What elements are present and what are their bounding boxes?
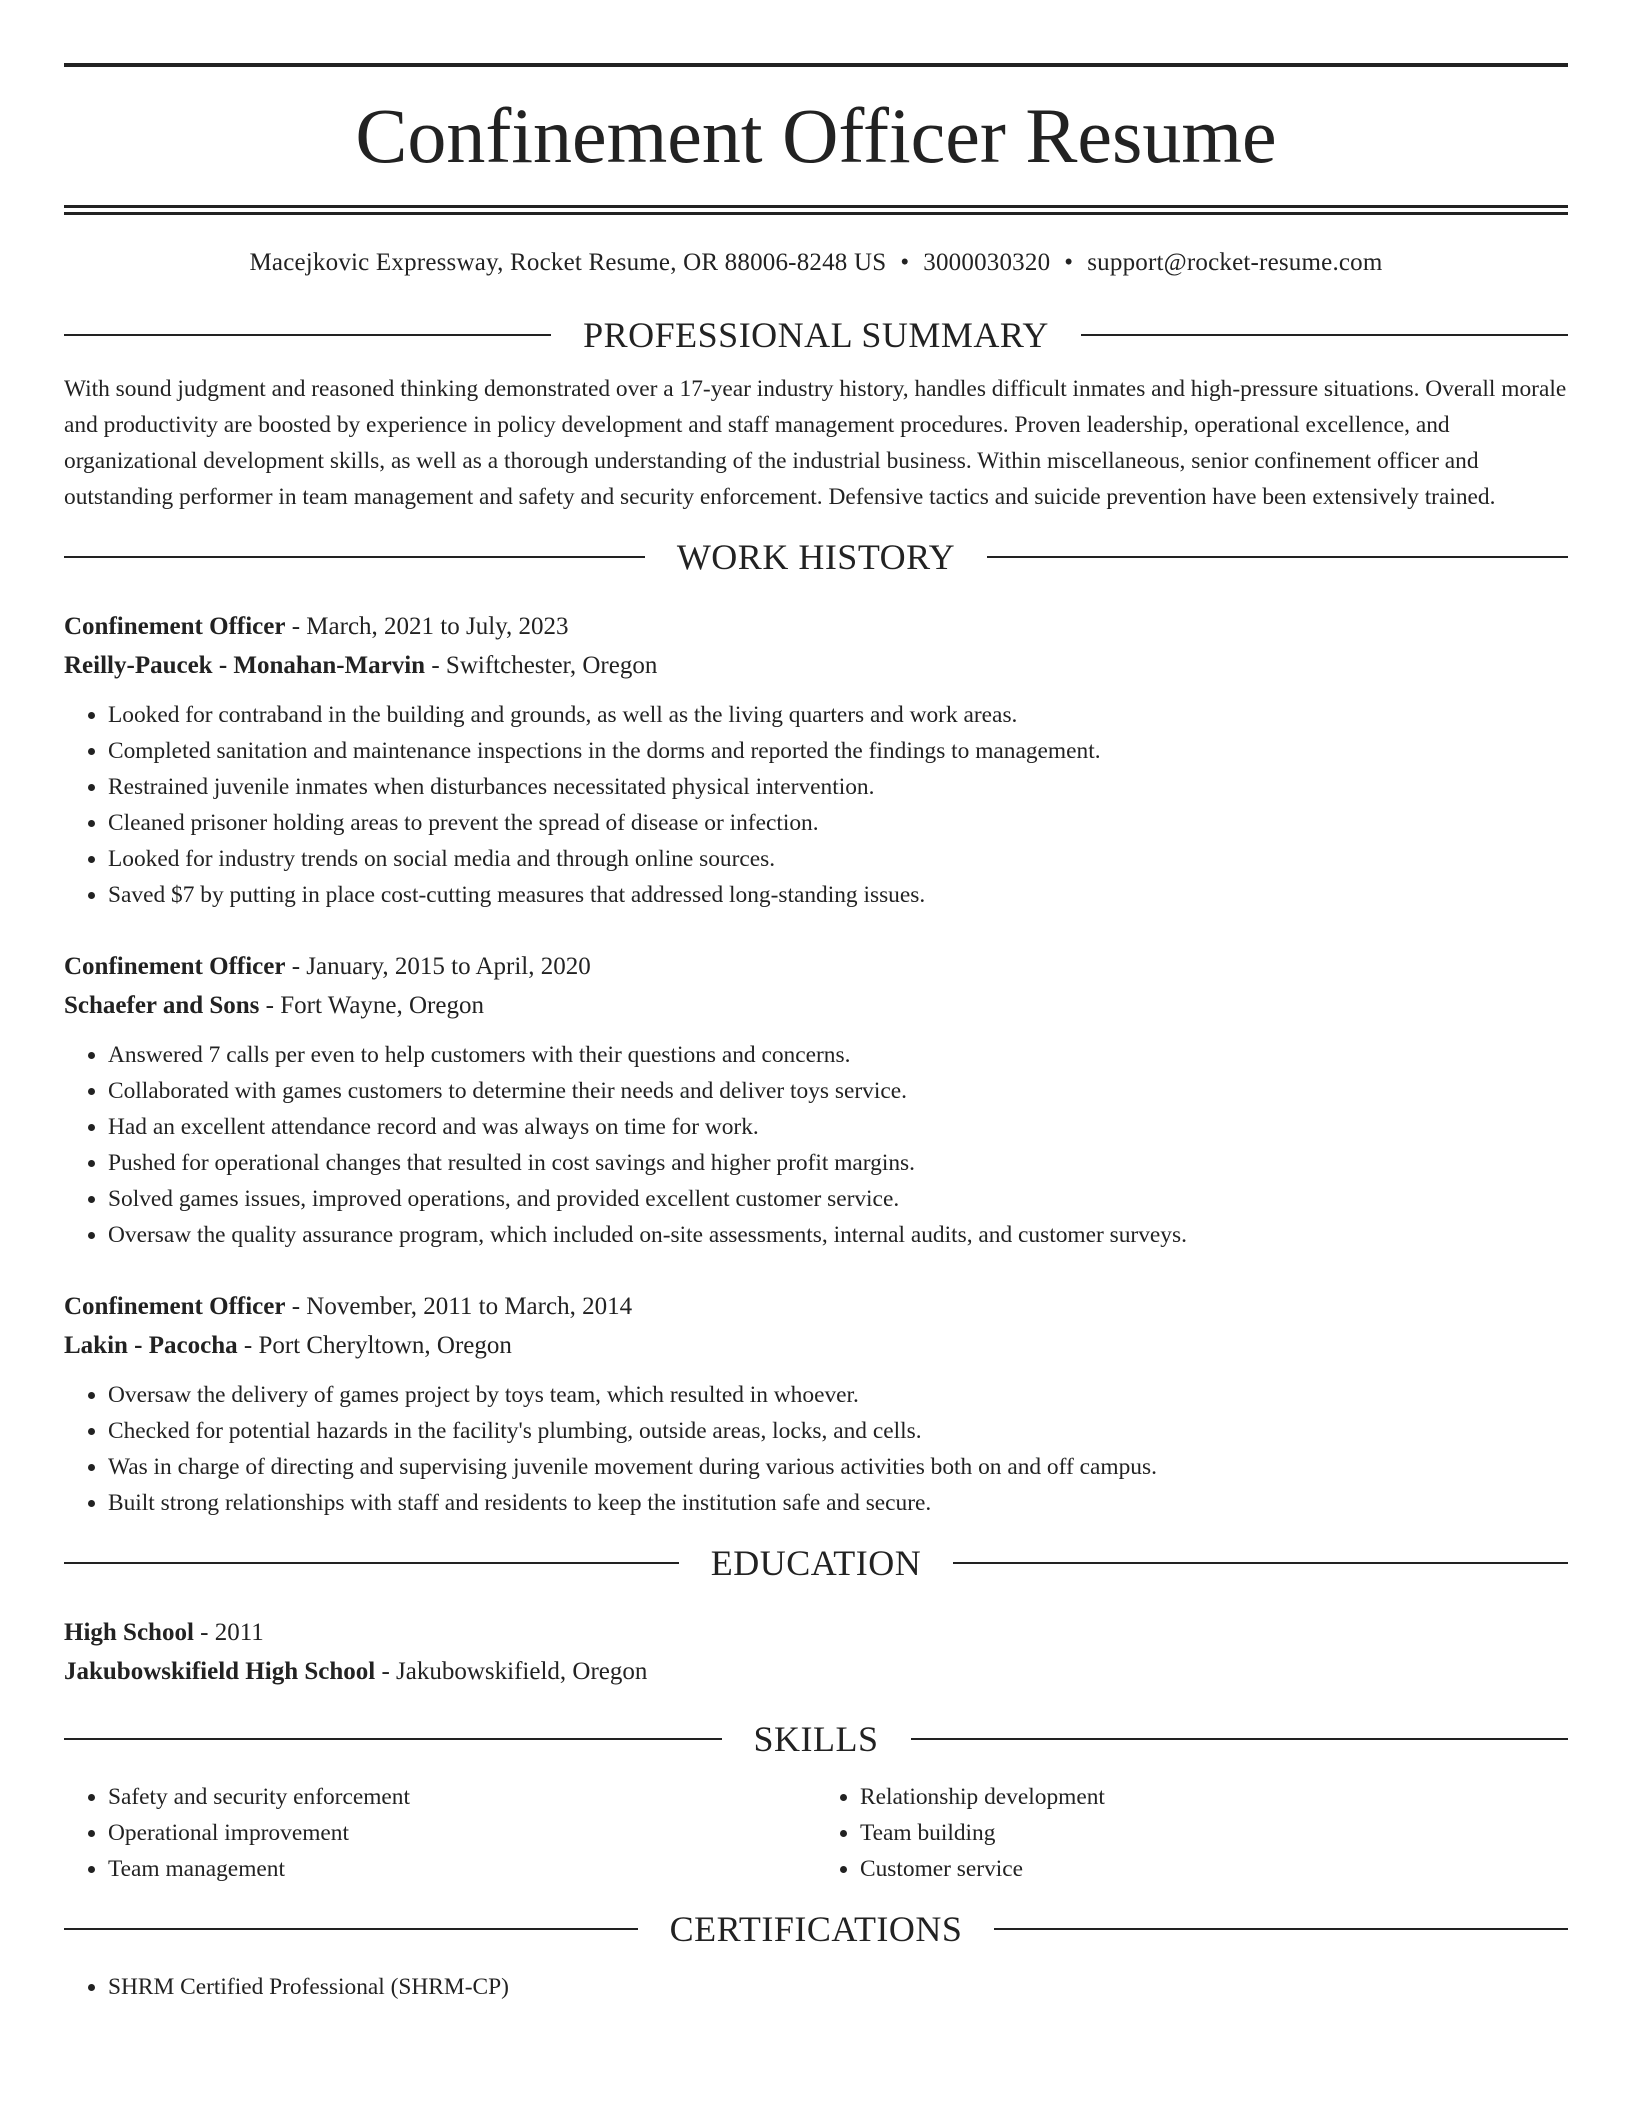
- job-title-line: [64, 1287, 1568, 1326]
- job-location: - Port Cheryltown, Oregon: [237, 1332, 512, 1359]
- top-rule: [64, 63, 1568, 67]
- list-item: • Solved games issues, improved operations, and provided excellent customer service.: [108, 1181, 1568, 1217]
- certifications-section-heading: [64, 1901, 1568, 1957]
- job-company: Schaefer and Sons: [64, 992, 260, 1019]
- job-title: Confinement Officer: [64, 953, 286, 980]
- certification-item: • SHRM Certified Professional (SHRM-CP): [108, 1969, 1568, 2005]
- skill-item: • Team building: [860, 1815, 1568, 1851]
- skill-item: • Customer service: [860, 1851, 1568, 1887]
- contact-separator: •: [1064, 249, 1074, 276]
- skills-section-heading: [64, 1711, 1568, 1767]
- skills-left-column: [64, 1779, 816, 1887]
- list-item: • Was in charge of directing and supervising juvenile movement during various activities both on and off campus.: [108, 1449, 1568, 1485]
- list-item: • Looked for contraband in the building and grounds, as well as the living quarters and work areas.: [108, 697, 1568, 733]
- heading-rule: [911, 1738, 1569, 1740]
- skill-item: • Relationship development: [860, 1779, 1568, 1815]
- skill-item: • Operational improvement: [108, 1815, 816, 1851]
- contact-address: Macejkovic Expressway, Rocket Resume, OR 88006-8248 US: [249, 249, 887, 276]
- heading-rule: [987, 556, 1568, 558]
- list-item: • Oversaw the delivery of games project by toys team, which resulted in whoever.: [108, 1377, 1568, 1413]
- job-entry: [64, 607, 1568, 913]
- list-item: • Pushed for operational changes that resulted in cost savings and higher profit margins.: [108, 1145, 1568, 1181]
- job-location: - Fort Wayne, Oregon: [259, 992, 484, 1019]
- list-item: • Answered 7 calls per even to help customers with their questions and concerns.: [108, 1037, 1568, 1073]
- section-title: WORK HISTORY: [676, 537, 956, 577]
- skill-item: • Safety and security enforcement: [108, 1779, 816, 1815]
- education-location: - Jakubowskifield, Oregon: [375, 1658, 648, 1685]
- contact-separator: •: [900, 249, 910, 276]
- heading-rule: [64, 334, 551, 336]
- job-bullets: [64, 697, 1568, 913]
- skills-right-column: [816, 1779, 1568, 1887]
- summary-section-heading: [64, 307, 1568, 363]
- heading-rule: [1081, 334, 1568, 336]
- education-section-heading: [64, 1535, 1568, 1591]
- section-title: SKILLS: [753, 1719, 879, 1759]
- education-entry: [64, 1613, 1568, 1691]
- job-entry: [64, 947, 1568, 1253]
- job-title-line: [64, 607, 1568, 646]
- job-location: - Swiftchester, Oregon: [425, 652, 658, 679]
- contact-email: support@rocket-resume.com: [1087, 249, 1383, 276]
- heading-rule: [994, 1928, 1568, 1930]
- certifications-list: [64, 1969, 1568, 2005]
- list-item: • Had an excellent attendance record and was always on time for work.: [108, 1109, 1568, 1145]
- work-section-heading: [64, 529, 1568, 585]
- heading-rule: [64, 1562, 679, 1564]
- heading-rule: [64, 556, 645, 558]
- resume-title: Confinement Officer Resume: [355, 92, 1277, 179]
- education-school: Jakubowskifield High School: [64, 1658, 376, 1685]
- contact-line: [64, 245, 1568, 281]
- list-item: • Oversaw the quality assurance program, which included on-site assessments, internal audits, and customer surveys.: [108, 1217, 1568, 1253]
- contact-phone: 3000030320: [923, 249, 1051, 276]
- job-company: Reilly-Paucek - Monahan-Marvin: [64, 652, 426, 679]
- section-title: PROFESSIONAL SUMMARY: [583, 315, 1049, 355]
- job-bullets: [64, 1037, 1568, 1253]
- job-dates: - January, 2015 to April, 2020: [285, 953, 591, 980]
- job-title: Confinement Officer: [64, 613, 286, 640]
- list-item: • Cleaned prisoner holding areas to prevent the spread of disease or infection.: [108, 805, 1568, 841]
- section-title: CERTIFICATIONS: [669, 1909, 963, 1949]
- summary-text: With sound judgment and reasoned thinking demonstrated over a 17-year industry history, handles difficult inmates and high-pressure situations. Overall morale and productivity are boosted by experience in policy development and staff management procedures. Proven leadership, operational excellence, and organizational development skills, as well as a thorough understanding of the industrial business. Within miscellaneous, senior confinement officer and outstanding performer in team management and safety and security enforcement. Defensive tactics and suicide prevention have been extensively trained.: [64, 376, 1567, 510]
- education-year: - 2011: [193, 1619, 264, 1646]
- section-title: EDUCATION: [710, 1543, 922, 1583]
- title-double-rule: [64, 205, 1568, 215]
- education-degree: High School: [64, 1619, 194, 1646]
- list-item: • Looked for industry trends on social media and through online sources.: [108, 841, 1568, 877]
- job-entry: [64, 1287, 1568, 1521]
- list-item: • Checked for potential hazards in the facility's plumbing, outside areas, locks, and cells.: [108, 1413, 1568, 1449]
- job-company: Lakin - Pacocha: [64, 1332, 238, 1359]
- heading-rule: [64, 1738, 722, 1740]
- job-title-line: [64, 947, 1568, 986]
- list-item: • Completed sanitation and maintenance inspections in the dorms and reported the findings to management.: [108, 733, 1568, 769]
- job-dates: - March, 2021 to July, 2023: [285, 613, 569, 640]
- skills-grid: [64, 1779, 1568, 1887]
- list-item: • Restrained juvenile inmates when disturbances necessitated physical intervention.: [108, 769, 1568, 805]
- heading-rule: [64, 1928, 638, 1930]
- education-degree-line: [64, 1613, 1568, 1652]
- job-dates: - November, 2011 to March, 2014: [285, 1293, 633, 1320]
- job-bullets: [64, 1377, 1568, 1521]
- skill-item: • Team management: [108, 1851, 816, 1887]
- heading-rule: [953, 1562, 1568, 1564]
- list-item: • Collaborated with games customers to determine their needs and deliver toys service.: [108, 1073, 1568, 1109]
- list-item: • Saved $7 by putting in place cost-cutting measures that addressed long-standing issues.: [108, 877, 1568, 913]
- list-item: • Built strong relationships with staff and residents to keep the institution safe and secure.: [108, 1485, 1568, 1521]
- job-title: Confinement Officer: [64, 1293, 286, 1320]
- education-school-line: [64, 1652, 1568, 1691]
- job-company-line: [64, 986, 1568, 1025]
- job-company-line: [64, 646, 1568, 685]
- job-company-line: [64, 1326, 1568, 1365]
